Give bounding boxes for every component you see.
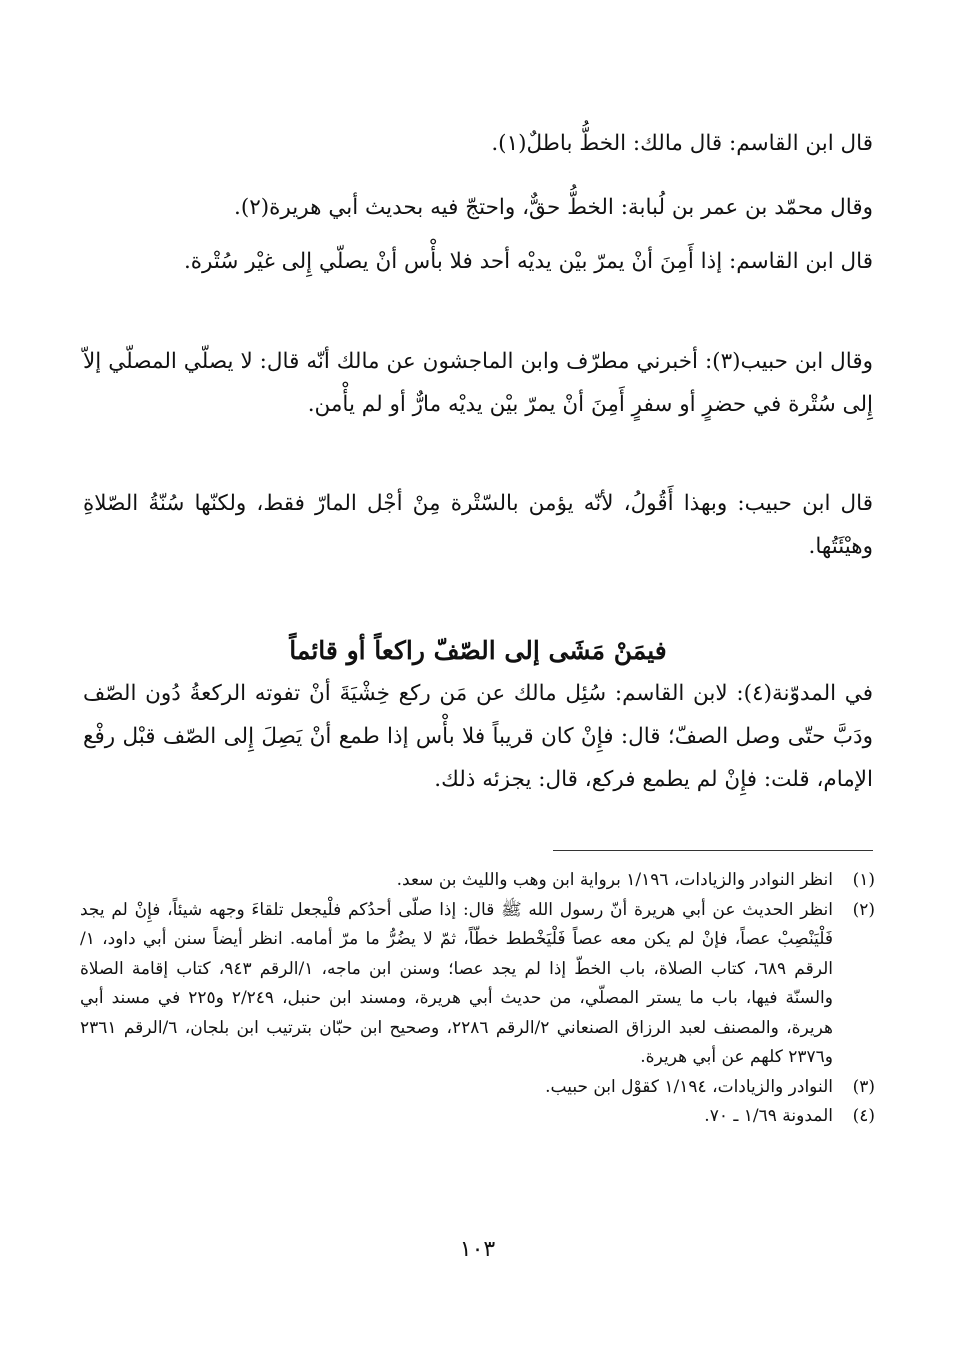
paragraph-6: في المدوّنة(٤): لابن القاسم: سُئِل مالك عن مَن ركع خِشْيَةَ أنْ تفوته الركعةُ دُون الصّف ودَبَّ حتّى وصل الصفّ؛ قال: فإِنْ كان قريباً فلا بأْس إذا طمع أنْ يَصِلَ إِلى الصّف قبْل رفْع الإمام، قلت: فإِنْ لم يطمع فركع، قال: يجزئه ذلك. <box>83 681 874 792</box>
footnote-text: انظر النوادر والزيادات، ١/١٩٦ برواية ابن وهب والليث بن سعد. <box>396 870 833 890</box>
paragraph-3: قال ابن القاسم: إذا أَمِنَ أنْ يمرّ بيْن يديْه أحد فلا بأْس أنْ يصلّي إِلى غيْر سُتْرة. <box>183 249 873 274</box>
footnote-2 <box>80 896 875 1073</box>
footnote-text: انظر الحديث عن أبي هريرة أنّ رسول الله ﷺ قال: إذا صلّى أحدُكم فلْيجعل تلقاءَ وجهه شيئاً، فإِنْ لم يجد فَلْيَنْصِبْ عصاً، فإنْ لم يكن معه عصاً فَلْيَخْطط خطّاً، ثمّ لا يضُرُّ ما مرّ أمامه. انظر أيضاً سنن أبي داود، ١/الرقم ٦٨٩، كتاب الصلاة، باب الخطّ إذا لم يجد عصا؛ وسنن ابن ماجه، ١/الرقم ٩٤٣، كتاب إقامة الصلاة والسنّة فيها، باب ما يستر المصلّي، من حديث أبي هريرة، ومسند ابن حنبل، ٢/٢٤٩ و٢٢٥ في مسند أبي هريرة، والمصنف لعبد الرزاق الصنعاني ٢/الرقم ٢٢٨٦، وصحيح ابن حبّان بترتيب ابن بلجان، ٦/الرقم ٢٣٦١ و٢٣٧٦ كلهم عن أبي هريرة. <box>80 899 833 1067</box>
footnote-text: المدونة ١/٦٩ ـ ٧٠. <box>704 1106 833 1126</box>
footnote-4 <box>80 1102 875 1132</box>
footnote-number: (٣) <box>852 1076 875 1097</box>
paragraph-1: قال ابن القاسم: قال مالك: الخطُّ باطلٌ(١). <box>491 131 873 156</box>
footnote-divider <box>553 850 873 851</box>
footnote-1 <box>80 866 875 896</box>
footnote-number: (١) <box>852 870 875 890</box>
footnote-number: (٤) <box>852 1106 875 1126</box>
paragraph-4: وقال ابن حبيب(٣): أخبرني مطرّف وابن الماجشون عن مالك أنّه قال: لا يصلّي المصلّي إلاّ إِلى سُتْرة في حضرٍ أو سفرٍ أَمِنَ أنْ يمرّ بيْن يديْه مارٌّ أو لم يأْمن. <box>83 349 874 417</box>
footnote-3 <box>80 1073 875 1103</box>
footnote-text: النوادر والزيادات، ١/١٩٤ كقوْل ابن حبيب. <box>545 1076 833 1097</box>
page-number: ١٠٣ <box>459 1237 496 1262</box>
footnote-number: (٢) <box>852 899 875 920</box>
section-heading: فيمَنْ مَشَى إلى الصّفّ راكعاً أو قائماً <box>289 635 667 665</box>
footnotes <box>80 866 875 1132</box>
paragraph-5: قال ابن حبيب: وبهذا أَقُولُ، لأنّه يؤمن بالسّتْرة مِنْ أجْل المارّ فقط، ولكنّها سُنّةُ الصّلاةِ وهيْئَتُها. <box>83 491 873 559</box>
paragraph-2: وقال محمّد بن عمر بن لُبابة: الخطُّ حقٌّ، واحتجّ فيه بحديث أبي هريرة(٢). <box>233 195 873 220</box>
